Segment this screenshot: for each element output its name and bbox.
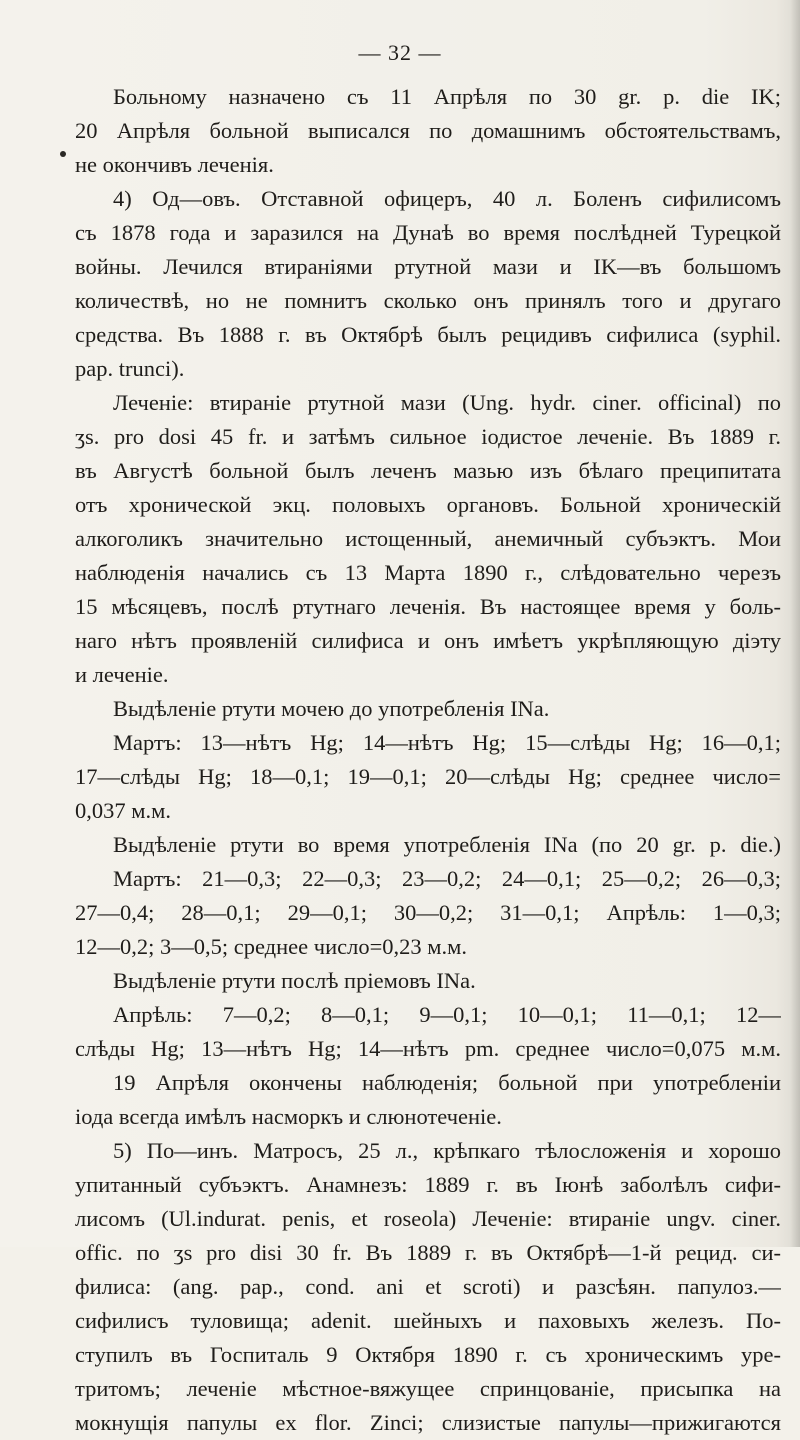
text-line: филиса: (ang. pap., cond. ani et scroti) и разсѣян. папулоз.—	[75, 1274, 781, 1299]
text-line: съ 1878 года и заразился на Дунаѣ во время послѣдней Турецкой	[75, 220, 781, 245]
text-line: не окончивъ леченія.	[75, 152, 274, 177]
text-line: алкоголикъ значительно истощенный, анемичный субъэктъ. Мои	[75, 526, 781, 551]
text-line: средства. Въ 1888 г. въ Октябрѣ былъ рецидивъ сифилиса (syphil.	[75, 322, 781, 347]
text-line: Мартъ: 21—0,3; 22—0,3; 23—0,2; 24—0,1; 25—0,2; 26—0,3;	[113, 866, 781, 891]
text-line: мокнущія папулы ex flor. Zinci; слизистые папулы—прижигаются	[75, 1410, 781, 1435]
text-line: Выдѣленіе ртути послѣ пріемовъ INa.	[113, 968, 476, 993]
text-line: pap. truncі).	[75, 356, 185, 381]
text-line: 17—слѣды Hg; 18—0,1; 19—0,1; 20—слѣды Hg; среднее число=	[75, 764, 781, 789]
text-line: Апрѣль: 7—0,2; 8—0,1; 9—0,1; 10—0,1; 11—0,1; 12—	[113, 1002, 781, 1027]
margin-mark	[60, 151, 66, 157]
text-line: іода всегда имѣлъ насморкъ и слюнотеченіе.	[75, 1104, 502, 1129]
text-line: 15 мѣсяцевъ, послѣ ртутнаго леченія. Въ настоящее время у боль-	[75, 594, 781, 619]
text-line: войны. Лечился втираніями ртутной мази и IK—въ большомъ	[75, 254, 781, 279]
text-line: 20 Апрѣля больной выписался по домашнимъ обстоятельствамъ,	[75, 118, 781, 143]
text-line: сифилисъ туловища; adenit. шейныхъ и паховыхъ железъ. По-	[75, 1308, 781, 1333]
text-line: 12—0,2; 3—0,5; среднее число=0,23 м.м.	[75, 934, 468, 959]
text-line: Мартъ: 13—нѣтъ Hg; 14—нѣтъ Hg; 15—слѣды Hg; 16—0,1;	[113, 730, 781, 755]
text-line: наго нѣтъ проявленій силифиса и онъ имѣетъ укрѣпляющую діэту	[75, 628, 781, 653]
text-line: упитанный субъэктъ. Анамнезъ: 1889 г. въ Іюнѣ заболѣлъ сифи-	[75, 1172, 781, 1197]
body-text	[75, 80, 781, 1440]
text-line: лисомъ (Ul.indurat. penis, et roseola) Леченіе: втираніе ungv. ciner.	[75, 1206, 781, 1231]
text-line: offic. по ʒs pro disi 30 fr. Въ 1889 г. въ Октябрѣ—1-й рецид. си-	[75, 1240, 781, 1265]
text-line: въ Августѣ больной былъ леченъ мазью изъ бѣлаго преципитата	[75, 458, 781, 483]
text-line: 4) Од—овъ. Отставной офицеръ, 40 л. Боленъ сифилисомъ	[113, 186, 781, 211]
text-line: Выдѣленіе ртути во время употребленія INa (по 20 gr. p. die.)	[113, 832, 781, 857]
text-line: Выдѣленіе ртути мочею до употребленія INa.	[113, 696, 550, 721]
text-line: 27—0,4; 28—0,1; 29—0,1; 30—0,2; 31—0,1; Апрѣль: 1—0,3;	[75, 900, 781, 925]
page-number: — 32 —	[358, 40, 442, 65]
text-line: ступилъ въ Госпиталь 9 Октября 1890 г. съ хроническимъ уре-	[75, 1342, 781, 1367]
text-line: отъ хронической экц. половыхъ органовъ. Больной хроническій	[75, 492, 781, 517]
text-line: Больному назначено съ 11 Апрѣля по 30 gr. p. die IK;	[113, 84, 781, 109]
text-line: Леченіе: втираніе ртутной мази (Ung. hydr. ciner. officinal) по	[113, 390, 781, 415]
text-line: ʒs. pro dosi 45 fr. и затѣмъ сильное іодистое леченіе. Въ 1889 г.	[75, 424, 781, 449]
text-line: 19 Апрѣля окончены наблюденія; больной при употребленіи	[113, 1070, 781, 1095]
text-line: и леченіе.	[75, 662, 169, 687]
text-line: тритомъ; леченіе мѣстное-вяжущее спринцованіе, присыпка на	[75, 1376, 781, 1401]
text-line: 5) По—инъ. Матросъ, 25 л., крѣпкаго тѣлосложенія и хорошо	[113, 1138, 781, 1163]
page-edge-shadow	[790, 0, 800, 1247]
text-line: 0,037 м.м.	[75, 798, 171, 823]
text-line: наблюденія начались съ 13 Марта 1890 г., слѣдовательно черезъ	[75, 560, 781, 585]
text-line: слѣды Hg; 13—нѣтъ Hg; 14—нѣтъ рm. среднее число=0,075 м.м.	[75, 1036, 781, 1061]
text-line: количествѣ, но не помнитъ сколько онъ принялъ того и другаго	[75, 288, 781, 313]
